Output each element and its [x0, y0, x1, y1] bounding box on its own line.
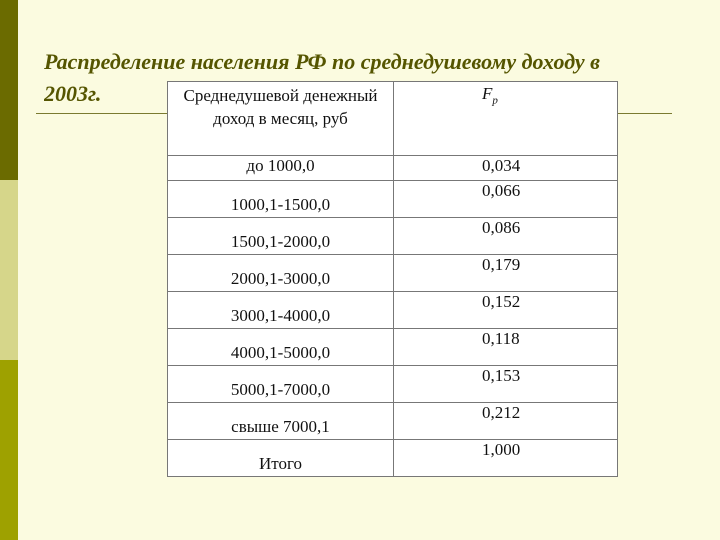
table-row — [168, 156, 618, 181]
table-row — [168, 181, 618, 218]
slide-title-line-1: Распределение населения РФ по среднедушевому доходу в — [44, 49, 600, 74]
table-row — [168, 440, 618, 477]
table-row — [168, 329, 618, 366]
income-range-cell: 4000,1-5000,0 — [168, 329, 394, 366]
probability-cell: 0,118 — [394, 329, 618, 366]
table-header-row — [168, 82, 618, 156]
income-range-cell: 3000,1-4000,0 — [168, 292, 394, 329]
header-probability — [394, 82, 618, 156]
probability-cell: 0,086 — [394, 218, 618, 255]
income-range-cell: 1000,1-1500,0 — [168, 181, 394, 218]
header-probability-subscript: p — [492, 94, 498, 107]
probability-cell: 1,000 — [394, 440, 618, 477]
probability-cell: 0,179 — [394, 255, 618, 292]
table-row — [168, 292, 618, 329]
income-range-cell: 5000,1-7000,0 — [168, 366, 394, 403]
income-range-cell: Итого — [168, 440, 394, 477]
table-row — [168, 218, 618, 255]
probability-cell: 0,212 — [394, 403, 618, 440]
header-probability-letter: F — [482, 84, 493, 103]
decorative-bar-top — [0, 0, 18, 180]
probability-cell: 0,034 — [394, 156, 618, 181]
income-range-cell: до 1000,0 — [168, 156, 394, 181]
income-range-cell: 2000,1-3000,0 — [168, 255, 394, 292]
decorative-bar-middle — [0, 180, 18, 360]
decorative-bar-bottom — [0, 360, 18, 540]
slide-title-line-2: 2003г. — [44, 81, 102, 106]
table-row — [168, 366, 618, 403]
probability-cell: 0,152 — [394, 292, 618, 329]
income-range-cell: свыше 7000,1 — [168, 403, 394, 440]
table-row — [168, 403, 618, 440]
probability-cell: 0,153 — [394, 366, 618, 403]
income-range-cell: 1500,1-2000,0 — [168, 218, 394, 255]
probability-cell: 0,066 — [394, 181, 618, 218]
table-row — [168, 255, 618, 292]
header-income: Среднедушевой денежный доход в месяц, руб — [168, 82, 394, 156]
income-distribution-table — [167, 81, 618, 477]
